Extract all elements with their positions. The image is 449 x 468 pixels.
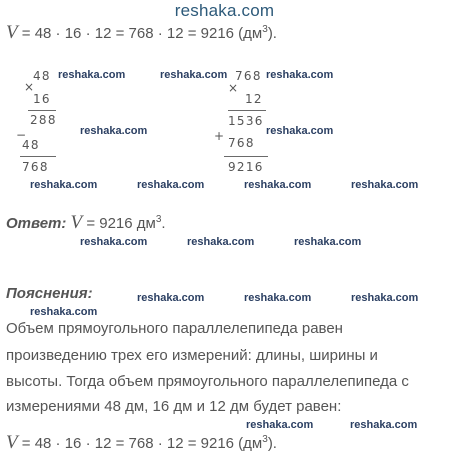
formula-expression: = 48 · 16 · 12 = 768 · 12 = 9216 (дм	[17, 25, 263, 42]
divider-line	[28, 110, 56, 111]
answer-variable: V	[70, 212, 83, 233]
watermark-text: reshaka.com	[351, 292, 419, 304]
formula-variable: V	[6, 432, 18, 453]
explanation-title: Пояснения:	[6, 285, 93, 302]
divider-line	[224, 156, 268, 157]
formula-exponent: 3	[262, 434, 268, 445]
multiply-sign: ×	[228, 81, 239, 95]
watermark-text: reshaka.com	[266, 69, 334, 81]
divider-line	[20, 156, 56, 157]
watermark-text: reshaka.com	[80, 236, 148, 248]
answer-line	[6, 212, 166, 234]
watermark-text: reshaka.com	[30, 179, 98, 191]
explanation-line: высоты. Тогда объем прямоугольного параллелепипеда с	[6, 373, 409, 390]
partial-product-1: 1536	[228, 114, 264, 128]
formula-close: ).	[267, 25, 277, 42]
site-title[interactable]: reshaka.com	[174, 1, 275, 20]
multiply-sign: ×	[24, 80, 35, 94]
partial-product-1: 288	[30, 113, 57, 127]
answer-end: .	[161, 215, 166, 232]
formula-bottom	[6, 432, 277, 454]
formula-expression: = 48 · 16 · 12 = 768 · 12 = 9216 (дм	[17, 435, 263, 452]
factor-b: 16	[33, 92, 51, 106]
minus-sign: −	[16, 128, 27, 142]
answer-label: Ответ:	[6, 215, 67, 232]
watermark-text: reshaka.com	[137, 179, 205, 191]
watermark-text: reshaka.com	[80, 125, 148, 137]
product-result: 768	[22, 160, 49, 174]
formula-close: ).	[267, 435, 277, 452]
formula-variable: V	[6, 22, 18, 43]
partial-product-2: 768	[228, 136, 255, 150]
answer-exponent: 3	[155, 214, 162, 225]
partial-product-2: 48	[22, 138, 40, 152]
explanation-line: Объем прямоугольного параллелепипеда равен	[6, 320, 343, 337]
watermark-text: reshaka.com	[160, 69, 228, 81]
watermark-text: reshaka.com	[294, 236, 362, 248]
explanation-line: произведению трех его измерений: длины, ширины и	[6, 347, 378, 364]
watermark-text: reshaka.com	[244, 292, 312, 304]
formula-top	[6, 22, 277, 44]
watermark-text: reshaka.com	[351, 179, 419, 191]
watermark-text: reshaka.com	[350, 419, 418, 431]
answer-value: = 9216 дм	[82, 215, 156, 232]
factor-b: 12	[245, 92, 263, 106]
factor-a: 48	[33, 69, 51, 83]
watermark-text: reshaka.com	[58, 69, 126, 81]
watermark-text: reshaka.com	[187, 236, 255, 248]
factor-a: 768	[235, 69, 262, 83]
watermark-text: reshaka.com	[30, 306, 98, 318]
plus-sign: +	[214, 129, 225, 143]
watermark-text: reshaka.com	[246, 419, 314, 431]
formula-exponent: 3	[262, 24, 268, 35]
watermark-text: reshaka.com	[244, 179, 312, 191]
watermark-text: reshaka.com	[266, 125, 334, 137]
product-result: 9216	[228, 160, 264, 174]
watermark-text: reshaka.com	[137, 292, 205, 304]
explanation-line: измерениями 48 дм, 16 дм и 12 дм будет равен:	[6, 398, 342, 415]
divider-line	[228, 110, 266, 111]
